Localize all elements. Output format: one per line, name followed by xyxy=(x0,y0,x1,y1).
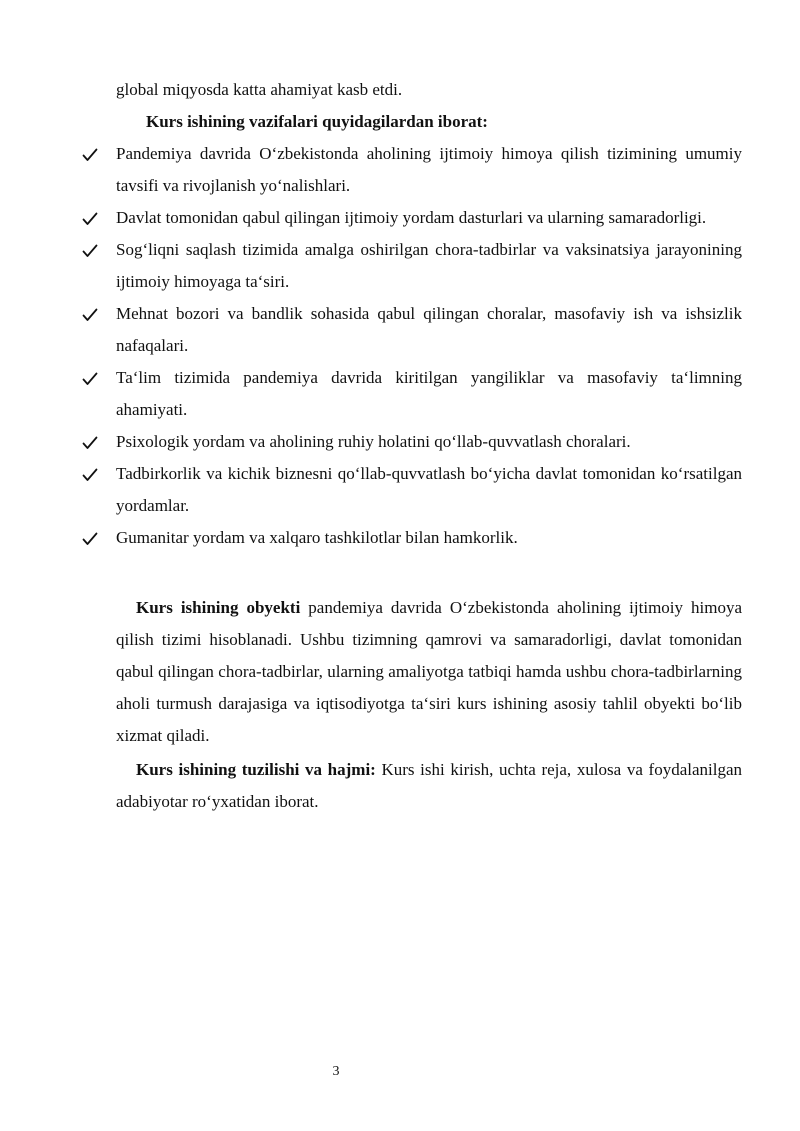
task-text: Gumanitar yordam va xalqaro tashkilotlar bilan hamkorlik. xyxy=(116,528,518,547)
object-paragraph-text: pandemiya davrida O‘zbekistonda aholining ijtimoiy himoya qilish tizimi hisoblanadi. Ushbu tizimning qamrovi va samaradorligi, davlat tomonidan qabul qilingan chora-tadbirlar, ularning amaliyotga tatbiqi hamda ushbu chora-tadbirlarning aholi turmush darajasiga va iqtisodiyotga ta‘siri kurs ishining asosiy tahlil obyekti bo‘lib xizmat qiladi. xyxy=(116,598,742,745)
task-text: Davlat tomonidan qabul qilingan ijtimoiy yordam dasturlari va ularning samaradorligi. xyxy=(116,208,707,227)
checkmark-icon xyxy=(82,147,98,163)
list-item xyxy=(116,522,742,554)
checkmark-icon xyxy=(82,371,98,387)
task-text: Mehnat bozori va bandlik sohasida qabul qilingan choralar, masofaviy ish va ishsizlik nafaqalari. xyxy=(116,304,742,355)
object-paragraph-lead: Kurs ishining obyekti xyxy=(136,598,301,617)
page-number: 3 xyxy=(332,1064,340,1079)
structure-paragraph xyxy=(116,754,742,818)
checkmark-icon xyxy=(82,307,98,323)
checkmark-icon xyxy=(82,211,98,227)
intro-line: global miqyosda katta ahamiyat kasb etdi. xyxy=(116,80,403,99)
structure-paragraph-lead: Kurs ishining tuzilishi va hajmi: xyxy=(136,760,376,779)
tasks-heading: Kurs ishining vazifalari quyidagilardan iborat: xyxy=(146,112,488,131)
checkmark-icon xyxy=(82,243,98,259)
checkmark-icon xyxy=(82,435,98,451)
list-item xyxy=(116,458,742,522)
list-item xyxy=(116,234,742,298)
checkmark-icon xyxy=(82,467,98,483)
task-text: Tadbirkorlik va kichik biznesni qo‘llab-quvvatlash bo‘yicha davlat tomonidan ko‘rsatilgan yordamlar. xyxy=(116,464,742,515)
list-item xyxy=(116,426,742,458)
structure-paragraph-text: Kurs ishi kirish, uchta reja, xulosa va foydalanilgan adabiyotar ro‘yxatidan iborat. xyxy=(116,760,742,811)
task-text: Psixologik yordam va aholining ruhiy holatini qo‘llab-quvvatlash choralari. xyxy=(116,432,631,451)
list-item xyxy=(116,298,742,362)
task-text: Sog‘liqni saqlash tizimida amalga oshirilgan chora-tadbirlar va vaksinatsiya jarayonining ijtimoiy himoyaga ta‘siri. xyxy=(116,240,742,291)
list-item xyxy=(116,138,742,202)
list-item xyxy=(116,202,742,234)
task-list xyxy=(0,138,800,554)
task-text: Pandemiya davrida O‘zbekistonda aholining ijtimoiy himoya qilish tizimining umumiy tavsifi va rivojlanish yo‘nalishlari. xyxy=(116,144,742,195)
checkmark-icon xyxy=(82,531,98,547)
list-item xyxy=(116,362,742,426)
task-text: Ta‘lim tizimida pandemiya davrida kiritilgan yangiliklar va masofaviy ta‘limning ahamiyati. xyxy=(116,368,742,419)
object-paragraph xyxy=(116,592,742,752)
